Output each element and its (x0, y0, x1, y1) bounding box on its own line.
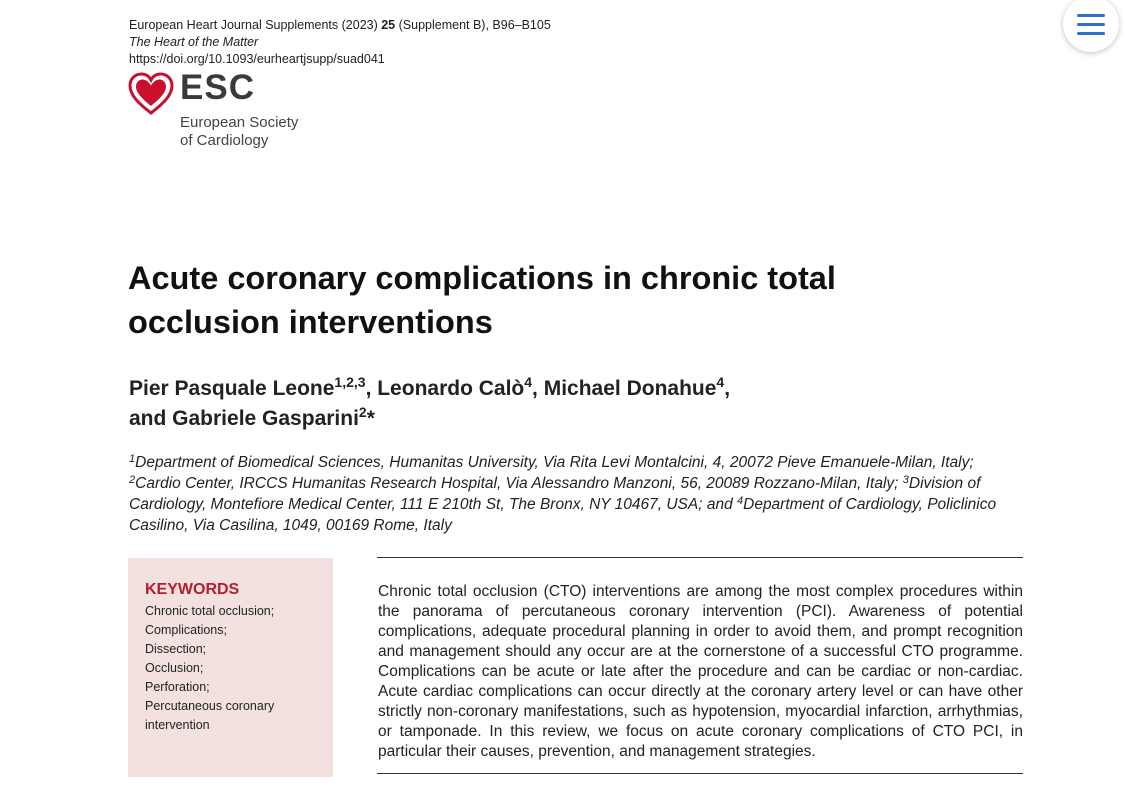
affiliation-number: 4 (737, 495, 744, 507)
hamburger-icon (1077, 23, 1105, 26)
article-title (128, 256, 1028, 344)
doi-link[interactable]: https://doi.org/10.1093/eurheartjsupp/suad041 (129, 52, 385, 66)
keywords-title: KEYWORDS (145, 581, 240, 598)
author-affiliation-ref: 1,2,3 (334, 374, 366, 390)
esc-name-line1: European Society (180, 114, 299, 131)
affiliation-text: Department of Cardiology, Policlinico Casilino, Via Casilina, 1049, 00169 Rome, Italy (129, 496, 997, 534)
article-title-line1: Acute coronary complications in chronic total (128, 260, 836, 296)
affiliation-number: 2 (129, 474, 136, 486)
affiliation-number: 3 (902, 474, 909, 486)
hamburger-icon (1077, 32, 1105, 35)
author-name[interactable]: , Michael Donahue (532, 377, 717, 400)
keyword-item[interactable]: Perforation; (145, 680, 210, 694)
affiliation-number: 1 (129, 453, 136, 465)
keyword-item[interactable]: Chronic total occlusion; (145, 604, 275, 618)
esc-name-line2: of Cardiology (180, 132, 269, 149)
keywords-box (128, 558, 333, 777)
author-affiliation-ref: 2 (358, 404, 367, 420)
abstract-text: Chronic total occlusion (CTO) interventions are among the most complex procedures within the panorama of percutaneous coronary intervention (PCI). Awareness of potential complications, adequate procedural planning in order to avoid them, and prompt recognition and management should any occur are at the cornerstone of a successful CTO programme. Complications can be acute or late after the procedure and can be cardiac or non-cardiac. Acute cardiac complications can occur directly at the coronary artery level or can have other strictly non-coronary manifestations, such as hypotension, myocardial infarction, arrhythmias, or tamponade. In this review, we focus on acute coronary complications of CTO PCI, in particular their causes, prevention, and management strategies. (378, 583, 1023, 760)
keyword-item[interactable]: Complications; (145, 623, 227, 637)
keywords-list (145, 602, 325, 735)
keyword-item[interactable]: Dissection; (145, 642, 207, 656)
affiliation-text: Department of Biomedical Sciences, Humanitas University, Via Rita Levi Montalcini, 4, 20072 Pieve Emanuele-Milan, Italy; (135, 454, 974, 471)
menu-button[interactable] (1063, 0, 1119, 52)
esc-abbreviation: ESC (180, 68, 255, 107)
author-list (129, 374, 1029, 434)
author-name[interactable]: , Leonardo Calò (365, 377, 525, 400)
abstract-top-rule (377, 557, 1023, 558)
article-title-line2: occlusion interventions (128, 304, 493, 340)
corresponding-author-mark: * (366, 407, 375, 430)
journal-name: European Heart Journal Supplements (2023) (129, 18, 382, 32)
journal-series: The Heart of the Matter (129, 35, 259, 49)
journal-meta (129, 17, 551, 68)
author-affiliation-ref: 4 (716, 374, 725, 390)
affiliations (129, 452, 1029, 536)
author-affiliation-ref: 4 (524, 374, 533, 390)
author-name[interactable]: and Gabriele Gasparini (129, 407, 359, 430)
author-name[interactable]: Pier Pasquale Leone (129, 377, 335, 400)
affiliation-text: Division of Cardiology, Montefiore Medical Center, 111 E 210th St, The Bronx, NY 10467, USA; and (129, 475, 981, 513)
esc-logo (128, 68, 328, 152)
heart-logo-icon (128, 72, 174, 116)
journal-volume: 25 (381, 18, 396, 32)
keyword-item[interactable]: Percutaneous coronary intervention (145, 699, 275, 732)
journal-issue-pages: (Supplement B), B96–B105 (395, 18, 551, 32)
author-separator: , (724, 377, 731, 400)
keyword-item[interactable]: Occlusion; (145, 661, 204, 675)
abstract-bottom-rule (377, 773, 1023, 774)
affiliation-text: Cardio Center, IRCCS Humanitas Research Hospital, Via Alessandro Manzoni, 56, 20089 Rozzano-Milan, Italy; (135, 475, 903, 492)
journal-citation (129, 17, 551, 34)
hamburger-icon (1077, 14, 1105, 17)
